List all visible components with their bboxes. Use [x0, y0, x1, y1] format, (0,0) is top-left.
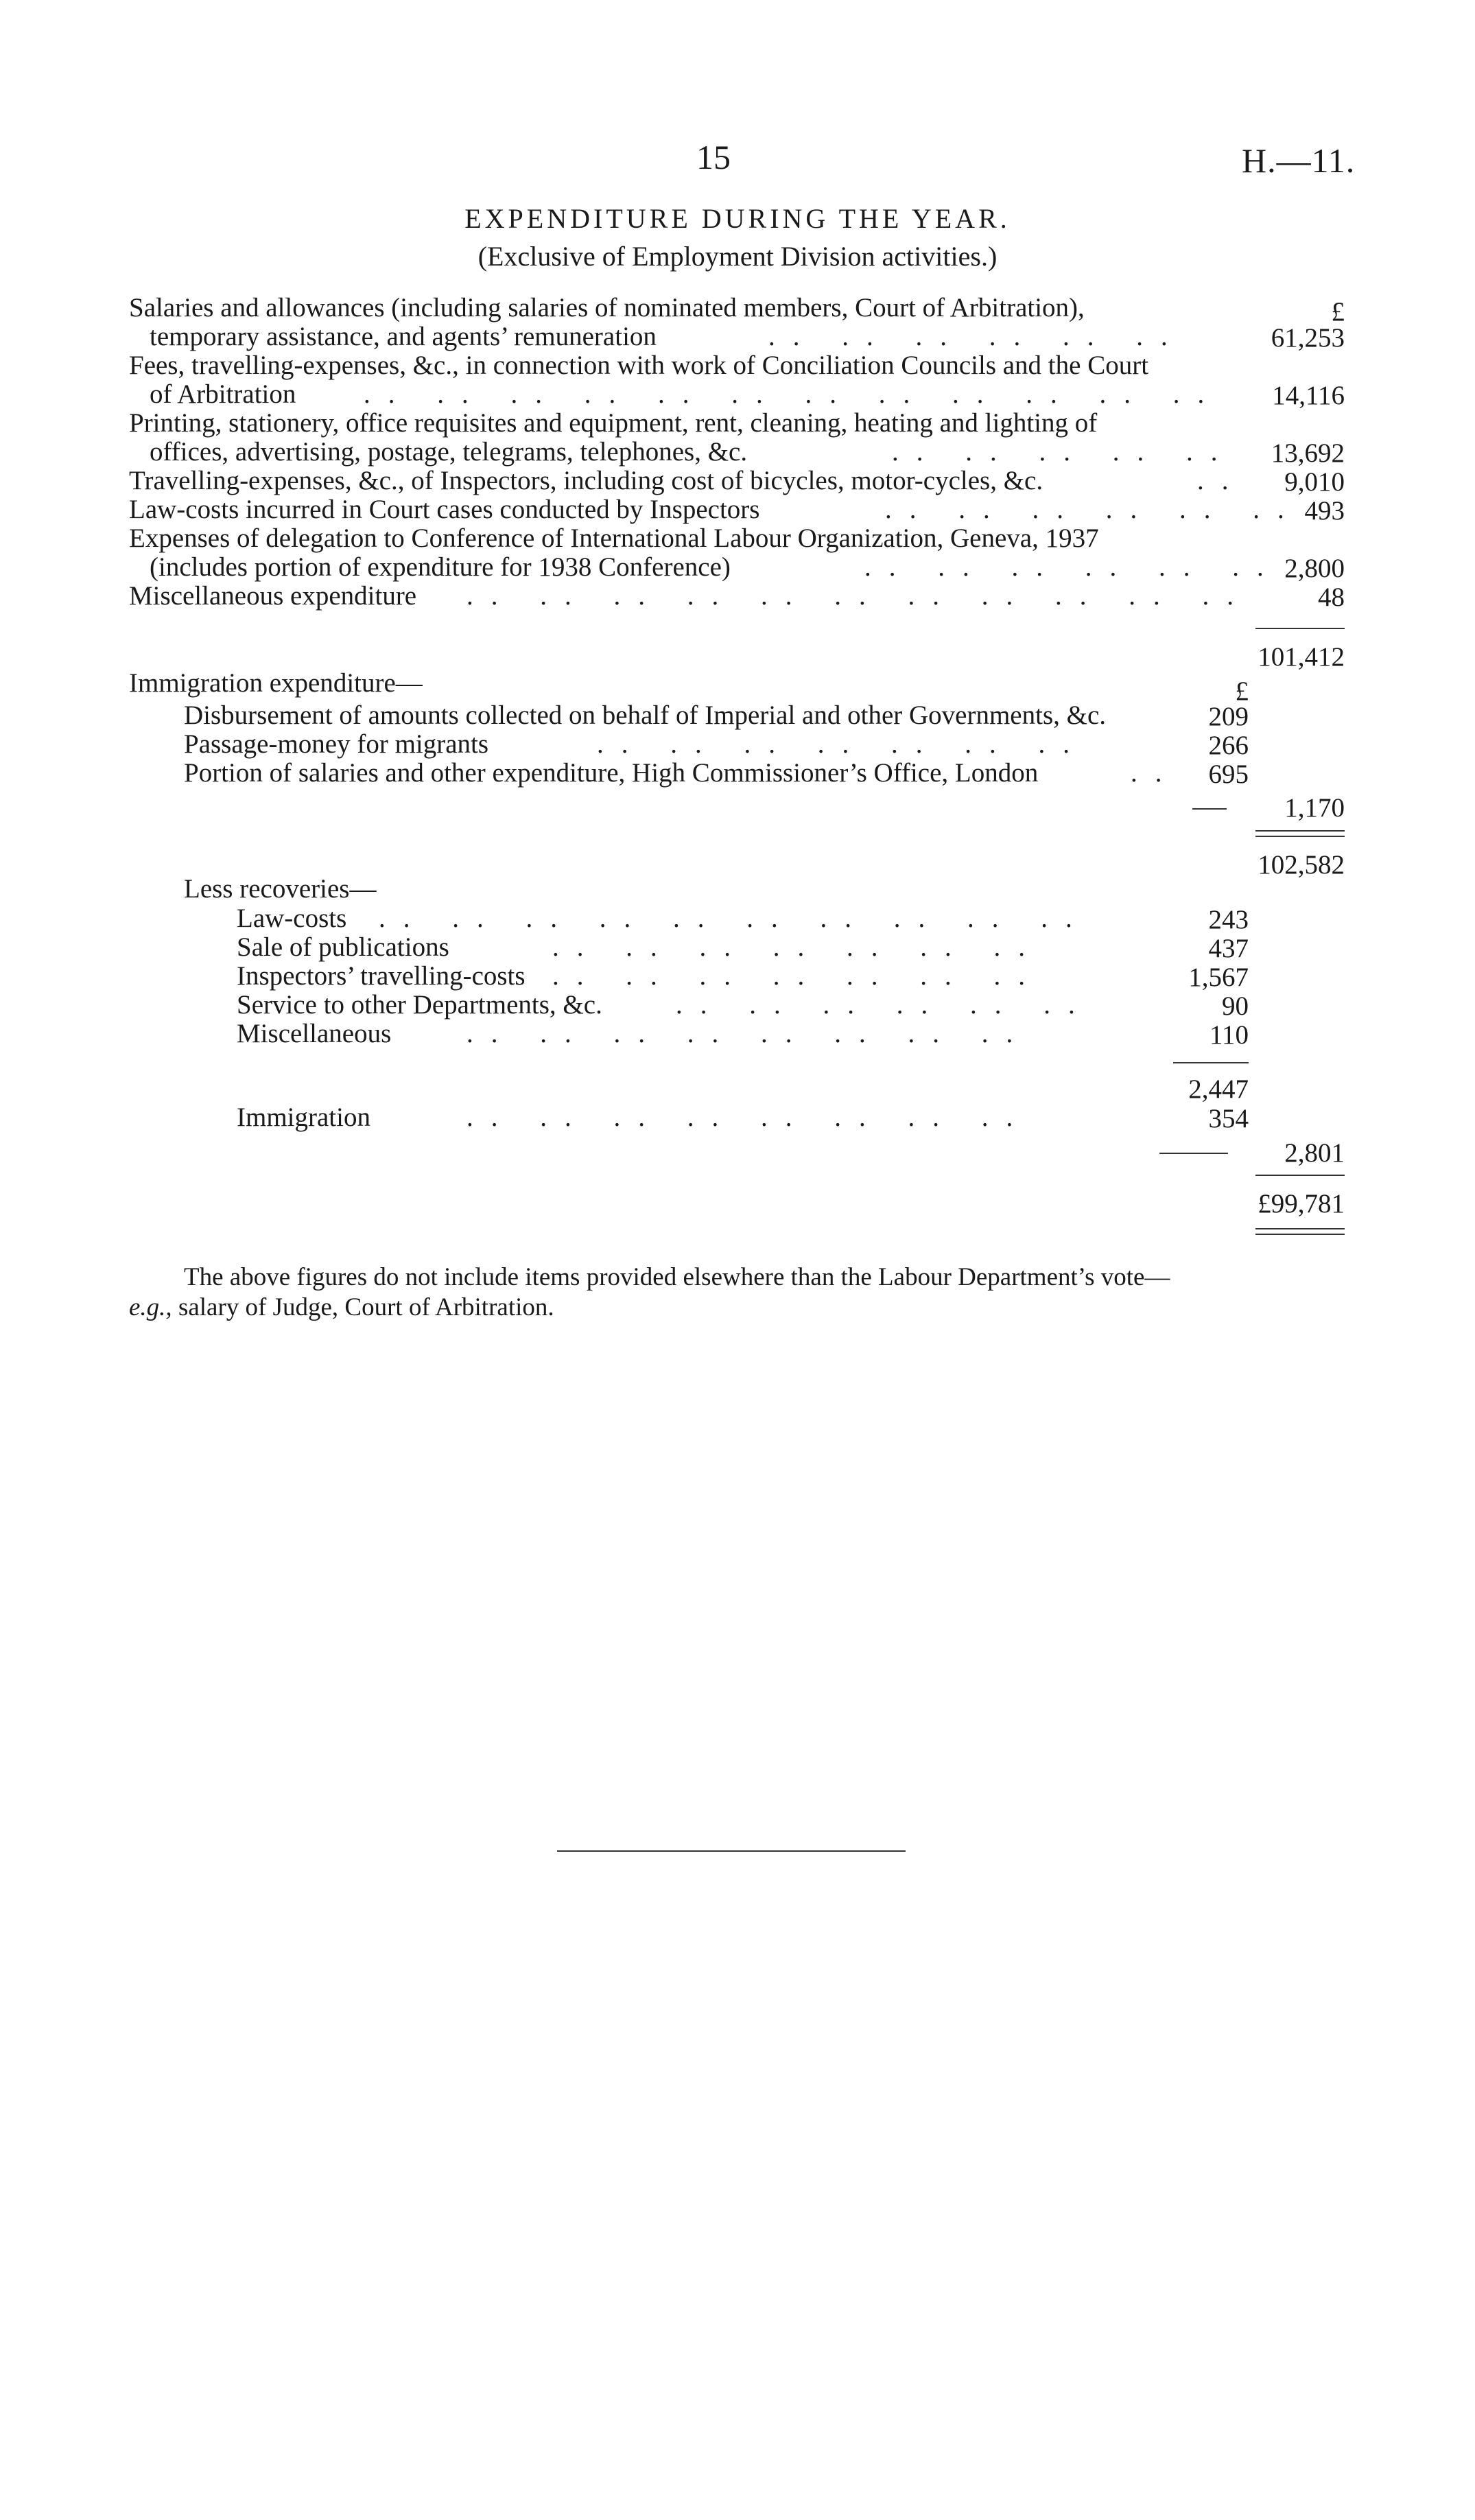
recovery-item: Sale of publications — [237, 932, 449, 962]
subtotal-rule — [1173, 1062, 1249, 1063]
recoveries-total: 2,801 — [1284, 1138, 1345, 1168]
leader-dots: .. .. .. .. .. .. .. .. — [467, 1103, 1031, 1132]
expenditure-line: of Arbitration — [150, 379, 296, 409]
leader-dots: .. .. .. .. .. .. .. .. .. .. .. — [467, 581, 1251, 611]
document-reference: H.—11. — [1242, 141, 1356, 180]
section-heading: Immigration expenditure— — [129, 668, 423, 698]
recovery-amount: 110 — [1209, 1020, 1249, 1050]
expenditure-line: Fees, travelling-expenses, &c., in connection with work of Conciliation Councils and the Court — [129, 351, 1149, 380]
recovery-amount: 354 — [1208, 1104, 1249, 1133]
recovery-subtotal: 2,447 — [1188, 1074, 1249, 1104]
immigration-total: 1,170 — [1284, 793, 1345, 823]
expenditure-line: Expenses of delegation to Conference of International Labour Organization, Geneva, 1937 — [129, 523, 1099, 553]
recovery-item: Inspectors’ travelling-costs — [237, 961, 526, 991]
leader-dots: .. .. .. .. .. .. .. — [597, 729, 1087, 759]
footnote-line — [129, 1293, 554, 1322]
expenditure-line: Salaries and allowances (including salaries of nominated members, Court of Arbitration), — [129, 293, 1085, 322]
total-rule — [1255, 628, 1345, 629]
page-subtitle: (Exclusive of Employment Division activities.) — [477, 241, 998, 272]
dash-rule — [1159, 1153, 1228, 1154]
footnote-text: salary of Judge, Court of Arbitration. — [172, 1293, 554, 1321]
immigration-amount: 695 — [1208, 759, 1249, 789]
leader-dots: .. .. .. .. .. .. — [864, 552, 1282, 582]
expenditure-amount: 14,116 — [1272, 381, 1345, 410]
total-rule — [1255, 836, 1345, 837]
expenditure-line: (includes portion of expenditure for 1938 Conference) — [150, 552, 731, 582]
recovery-amount: 90 — [1222, 991, 1249, 1021]
subtotal-amount: 101,412 — [1258, 642, 1345, 672]
leader-dots: .. — [1131, 758, 1180, 788]
expenditure-amount: 9,010 — [1284, 467, 1345, 497]
recovery-amount: 437 — [1208, 934, 1249, 963]
expenditure-amount: 48 — [1318, 582, 1345, 612]
leader-dots: .. .. .. .. .. .. — [885, 495, 1302, 524]
recovery-amount: 1,567 — [1188, 963, 1249, 992]
leader-dots: .. .. .. .. .. .. .. — [552, 932, 1043, 962]
expenditure-line: Law-costs incurred in Court cases conducted by Inspectors — [129, 495, 760, 524]
footnote-italic: e.g., — [129, 1293, 172, 1321]
footnote-line: The above figures do not include items provided elsewhere than the Labour Department’s vote— — [184, 1263, 1170, 1291]
recovery-item: Immigration — [237, 1103, 370, 1132]
total-rule — [1255, 830, 1345, 832]
expenditure-line: Printing, stationery, office requisites and equipment, rent, cleaning, heating and lighting of — [129, 408, 1098, 438]
immigration-amount: 209 — [1208, 702, 1249, 731]
grand-total-rule — [1255, 1234, 1345, 1235]
immigration-item: Disbursement of amounts collected on behalf of Imperial and other Governments, &c. — [184, 700, 1107, 730]
recovery-item: Miscellaneous — [237, 1019, 392, 1048]
leader-dots: .. .. .. .. .. .. .. .. — [467, 1019, 1031, 1048]
currency-header: £ — [1331, 297, 1345, 327]
grand-total-rule — [1255, 1228, 1345, 1229]
leader-dots: .. .. .. .. .. .. — [768, 322, 1185, 351]
page-title: EXPENDITURE DURING THE YEAR. — [464, 203, 1011, 234]
section-heading: Less recoveries— — [184, 874, 377, 904]
page-number: 15 — [696, 138, 731, 176]
immigration-amount: 266 — [1208, 731, 1249, 760]
leader-dots: .. .. .. .. .. .. .. — [552, 961, 1043, 991]
dash-rule — [1192, 808, 1227, 810]
leader-dots: .. — [1197, 466, 1247, 495]
leader-dots: .. .. .. .. .. .. .. .. .. .. .. .. — [364, 379, 1223, 409]
expenditure-amount: 13,692 — [1271, 438, 1345, 468]
recovery-item: Law-costs — [237, 904, 347, 933]
expenditure-amount: 61,253 — [1271, 323, 1345, 353]
leader-dots: .. .. .. .. .. .. .. .. .. .. — [379, 904, 1090, 933]
leader-dots: .. .. .. .. .. — [892, 437, 1236, 467]
subtotal-amount: 102,582 — [1258, 850, 1345, 880]
immigration-item: Portion of salaries and other expenditure, High Commissioner’s Office, London — [184, 758, 1039, 788]
recovery-amount: 243 — [1208, 905, 1249, 934]
leader-dots: .. .. .. .. .. .. — [676, 990, 1093, 1020]
end-rule — [557, 1850, 906, 1852]
expenditure-line: temporary assistance, and agents’ remuneration — [150, 322, 657, 351]
expenditure-line: Travelling-expenses, &c., of Inspectors, including cost of bicycles, motor-cycles, &c. — [129, 466, 1043, 495]
immigration-item: Passage-money for migrants — [184, 729, 489, 759]
expenditure-line: Miscellaneous expenditure — [129, 581, 417, 611]
expenditure-amount: 493 — [1304, 496, 1345, 526]
recovery-item: Service to other Departments, &c. — [237, 990, 602, 1020]
grand-total: £99,781 — [1258, 1189, 1345, 1218]
currency-header: £ — [1235, 676, 1249, 706]
expenditure-line: offices, advertising, postage, telegrams, telephones, &c. — [150, 437, 748, 467]
expenditure-amount: 2,800 — [1284, 554, 1345, 583]
total-rule — [1255, 1175, 1345, 1176]
